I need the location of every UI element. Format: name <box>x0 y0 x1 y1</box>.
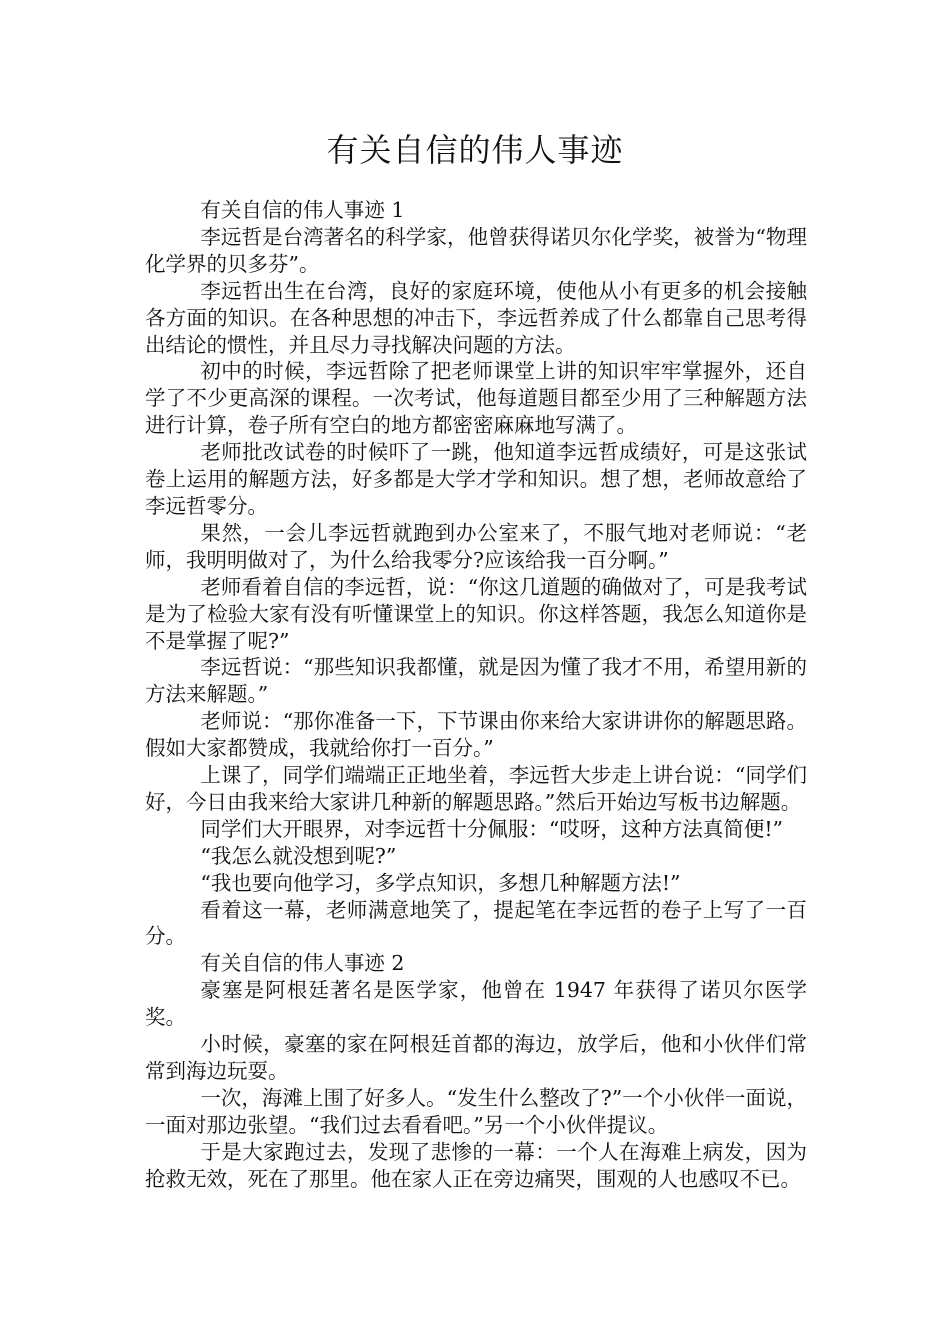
paragraph: 一次，海滩上围了好多人。“发生什么整改了?”一个小伙伴一面说，一面对那边张望。“我们过去看看吧。”另一个小伙伴提议。 <box>145 1085 807 1137</box>
paragraph: 老师批改试卷的时候吓了一跳，他知道李远哲成绩好，可是这张试卷上运用的解题方法，好多都是大学才学和知识。想了想，老师故意给了李远哲零分。 <box>145 440 807 518</box>
paragraph: 初中的时候，李远哲除了把老师课堂上讲的知识牢牢掌握外，还自学了不少更高深的课程。一次考试，他每道题目都至少用了三种解题方法进行计算，卷子所有空白的地方都密密麻麻地写满了。 <box>145 359 807 438</box>
paragraph: 看着这一幕，老师满意地笑了，提起笔在李远哲的卷子上写了一百分。 <box>145 897 807 949</box>
paragraph: 有关自信的伟人事迹 1 <box>200 198 405 222</box>
paragraph: 李远哲是台湾著名的科学家，他曾获得诺贝尔化学奖，被誉为“物理化学界的贝多芬”。 <box>145 224 807 276</box>
paragraph: “我怎么就没想到呢?” <box>200 843 397 868</box>
paragraph: 李远哲说：“那些知识我都懂，就是因为懂了我才不用，希望用新的方法来解题。” <box>145 655 807 707</box>
paragraph: 于是大家跑过去，发现了悲惨的一幕：一个人在海难上病发，因为抢救无效，死在了那里。他在家人正在旁边痛哭，围观的人也感叹不已。 <box>145 1139 807 1191</box>
paragraph: 老师看着自信的李远哲，说：“你这几道题的确做对了，可是我考试是为了检验大家有没有听懂课堂上的知识。你这样答题，我怎么知道你是不是掌握了呢?” <box>145 574 807 653</box>
document-body <box>145 197 807 1193</box>
paragraph: 李远哲出生在台湾，良好的家庭环境，使他从小有更多的机会接触各方面的知识。在各种思想的冲击下，李远哲养成了什么都靠自己思考得出结论的惯性，并且尽力寻找解决问题的方法。 <box>145 278 807 357</box>
paragraph: 小时候，豪塞的家在阿根廷首都的海边，放学后，他和小伙伴们常常到海边玩耍。 <box>145 1032 807 1083</box>
paragraph: “我也要向他学习，多学点知识，多想几种解题方法!” <box>200 870 681 895</box>
paragraph: 果然，一会儿李远哲就跑到办公室来了，不服气地对老师说：“老师，我明明做对了，为什么给我零分?应该给我一百分啊。” <box>145 520 807 572</box>
paragraph: 同学们大开眼界，对李远哲十分佩服：“哎呀，这种方法真简便!” <box>200 816 784 841</box>
paragraph: 豪塞是阿根廷著名是医学家，他曾在 1947 年获得了诺贝尔医学奖。 <box>145 978 807 1030</box>
paragraph: 上课了，同学们端端正正地坐着，李远哲大步走上讲台说：“同学们好，今日由我来给大家讲几种新的解题思路。”然后开始边写板书边解题。 <box>145 763 807 814</box>
document-title: 有关自信的伟人事迹 <box>326 131 624 169</box>
paragraph: 有关自信的伟人事迹 2 <box>200 951 405 976</box>
paragraph: 老师说：“那你准备一下，下节课由你来给大家讲讲你的解题思路。假如大家都赞成，我就给你打一百分。” <box>145 709 807 761</box>
